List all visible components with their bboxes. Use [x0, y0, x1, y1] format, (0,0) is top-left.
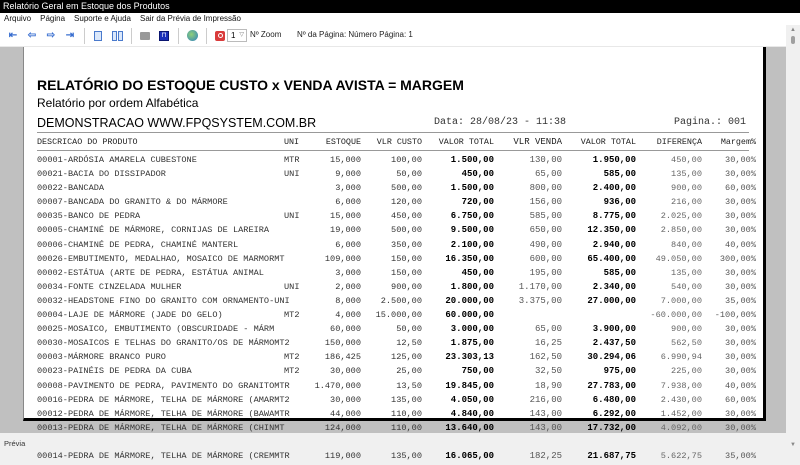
arrow-left-icon: ⇦ — [27, 30, 37, 41]
table-row — [24, 310, 763, 324]
cell-diferenca: 1.452,00 — [660, 408, 702, 419]
cell-desc: 00006-CHAMINÉ DE PEDRA, CHAMINÉ MANTERL — [37, 239, 239, 250]
cell-diferenca: -60.000,00 — [650, 310, 702, 321]
cell-desc: 00008-PAVIMENTO DE PEDRA, PAVIMENTO DO GRANITOMTR — [37, 380, 290, 391]
table-row — [24, 254, 763, 268]
cell-diferenca: 135,00 — [671, 267, 702, 278]
cell-uni: UNI — [284, 281, 300, 292]
cell-uni: UNI — [284, 169, 300, 180]
last-page-icon: ⇥ — [65, 30, 75, 41]
cell-estoque: 8,000 — [335, 295, 361, 306]
cell-desc: 00013-PEDRA DE MÁRMORE, TELHA DE MÁRMORE (CHINMT — [37, 422, 285, 433]
cell-estoque: 3,000 — [335, 183, 361, 194]
cell-vlr-custo: 500,00 — [391, 225, 422, 236]
cell-margem: 30,00% — [725, 211, 756, 222]
zoom-select[interactable] — [227, 29, 247, 42]
cell-margem: 30,00% — [725, 169, 756, 180]
print-button[interactable] — [136, 28, 154, 44]
cell-margem: 40,00% — [725, 380, 756, 391]
cell-margem: 30,00% — [725, 338, 756, 349]
table-header — [24, 137, 763, 149]
cell-vlr-custo: 150,00 — [391, 267, 422, 278]
cell-vlr-venda: 18,90 — [534, 380, 562, 391]
cell-vlr-custo: 100,00 — [391, 155, 422, 165]
cell-valor-total-venda: 585,00 — [603, 267, 636, 278]
cell-valor-total-venda: 2.437,50 — [592, 338, 636, 349]
cell-uni: MT2 — [284, 352, 300, 363]
cell-vlr-custo: 50,00 — [396, 169, 422, 180]
col-estoque: ESTOQUE — [325, 137, 361, 147]
cell-vlr-venda: 65,00 — [534, 169, 562, 180]
cell-desc: 00023-PAINÉIS DE PEDRA DA CUBA — [37, 366, 192, 377]
cell-valor-total-custo: 60.000,00 — [445, 310, 494, 321]
cell-margem: 60,00% — [725, 183, 756, 194]
cell-vlr-custo: 150,00 — [391, 253, 422, 264]
cell-vlr-custo: 25,00 — [396, 366, 422, 377]
cell-vlr-venda: 490,00 — [529, 239, 562, 250]
menu-pagina[interactable]: Página — [40, 14, 66, 23]
cell-diferenca: 7.000,00 — [660, 295, 702, 306]
cell-vlr-venda: 16,25 — [534, 338, 562, 349]
col-valor-total-venda: VALOR TOTAL — [580, 137, 636, 147]
cell-margem: 35,00% — [725, 295, 756, 306]
cell-vlr-custo: 2.500,00 — [380, 295, 422, 306]
cell-vlr-venda: 156,00 — [529, 197, 562, 208]
cell-estoque: 109,000 — [324, 253, 361, 264]
cell-valor-total-venda: 65.400,00 — [587, 253, 636, 264]
cell-diferenca: 5.622,75 — [660, 450, 702, 461]
cell-uni: MT2 — [284, 366, 300, 377]
cell-vlr-venda: 585,00 — [529, 211, 562, 222]
cell-valor-total-venda: 6.292,00 — [592, 408, 636, 419]
report-page — [23, 47, 766, 461]
table-row — [24, 282, 763, 296]
table-row — [24, 338, 763, 352]
col-margem: Margem% — [720, 137, 756, 147]
cell-estoque: 1.470,000 — [314, 380, 361, 391]
previous-page-button[interactable] — [23, 28, 41, 44]
cell-estoque: 2,000 — [335, 281, 361, 292]
table-row — [24, 296, 763, 310]
cell-diferenca: 840,00 — [671, 239, 702, 250]
cell-vlr-venda: 195,00 — [529, 267, 562, 278]
cell-desc: 00007-BANCADA DO GRANITO & DO MÁRMORE — [37, 197, 228, 208]
cell-vlr-custo: 50,00 — [396, 324, 422, 335]
cell-valor-total-custo: 1.875,00 — [450, 338, 494, 349]
cell-desc: 00014-PEDRA DE MÁRMORE, TELHA DE MÁRMORE (CREMMTR — [37, 450, 290, 461]
cell-margem: 40,00% — [725, 239, 756, 250]
cell-estoque: 6,000 — [335, 197, 361, 208]
cell-diferenca: 135,00 — [671, 169, 702, 180]
cell-estoque: 186,425 — [324, 352, 361, 363]
menu-suporte[interactable]: Suporte e Ajuda — [74, 14, 131, 23]
cell-vlr-custo: 125,00 — [391, 352, 422, 363]
cell-valor-total-venda: 3.900,00 — [592, 324, 636, 335]
cell-valor-total-custo: 3.000,00 — [450, 324, 494, 335]
cell-valor-total-venda: 2.340,00 — [592, 281, 636, 292]
toolbar-separator — [178, 28, 179, 44]
window-title: Relatório Geral em Estoque dos Produtos — [0, 0, 800, 13]
cell-valor-total-custo: 20.000,00 — [445, 295, 494, 306]
cell-desc: 00001-ARDÓSIA AMARELA CUBESTONE — [37, 155, 197, 165]
cell-vlr-venda: 800,00 — [529, 183, 562, 194]
cell-valor-total-venda: 1.950,00 — [592, 155, 636, 165]
table-row — [24, 268, 763, 282]
cell-margem: 30,00% — [725, 155, 756, 165]
cell-valor-total-venda: 27.783,00 — [587, 380, 636, 391]
table-row — [24, 423, 763, 437]
cell-vlr-venda: 32,50 — [534, 366, 562, 377]
cell-margem: 60,00% — [725, 394, 756, 405]
cell-valor-total-custo: 1.500,00 — [450, 183, 494, 194]
report-page-number: Pagina.: 001 — [673, 117, 746, 128]
cell-desc: 00005-CHAMINÉ DE MÁRMORE, CORNIJAS DE LAREIRA — [37, 225, 270, 236]
cell-desc: 00034-FONTE CINZELADA MULHER — [37, 281, 182, 292]
cell-diferenca: 225,00 — [671, 366, 702, 377]
export-button[interactable] — [155, 28, 173, 44]
status-bar: Prévia — [0, 437, 786, 450]
cell-valor-total-venda: 585,00 — [603, 169, 636, 180]
cell-vlr-custo: 120,00 — [391, 197, 422, 208]
cell-estoque: 9,000 — [335, 169, 361, 180]
export-icon: ⊓ — [159, 31, 169, 41]
cell-desc: 00016-PEDRA DE MÁRMORE, TELHA DE MÁRMORE (AMARMT2 — [37, 394, 290, 405]
cell-valor-total-venda: 21.687,75 — [587, 450, 636, 461]
cell-desc: 00022-BANCADA — [37, 183, 105, 194]
globe-icon — [187, 30, 198, 41]
table-row — [24, 324, 763, 338]
cell-margem: 30,00% — [725, 352, 756, 363]
col-diferenca: DIFERENÇA — [656, 137, 702, 147]
cell-margem: 30,00% — [725, 422, 756, 433]
cell-uni: UNI — [284, 211, 300, 222]
cell-valor-total-custo: 23.303,13 — [445, 352, 494, 363]
table-row — [24, 197, 763, 211]
cell-vlr-venda: 216,00 — [529, 394, 562, 405]
cell-estoque: 30,000 — [330, 366, 361, 377]
table-row — [24, 366, 763, 380]
scroll-thumb[interactable] — [791, 36, 795, 44]
cell-valor-total-venda: 8.775,00 — [592, 211, 636, 222]
cell-valor-total-custo: 13.640,00 — [445, 422, 494, 433]
toolbar — [0, 25, 800, 47]
cell-uni: MTR — [284, 155, 300, 165]
page-icon — [94, 31, 102, 41]
report-company: DEMONSTRACAO WWW.FPQSYSTEM.COM.BR — [37, 116, 317, 130]
cell-diferenca: 6.990,94 — [660, 352, 702, 363]
cell-desc: 00032-HEADSTONE FINO DO GRANITO COM ORNAMENTO-UNI — [37, 295, 290, 306]
col-desc: DESCRICAO DO PRODUTO — [37, 137, 138, 147]
cell-estoque: 124,000 — [324, 422, 361, 433]
cell-desc: 00004-LAJE DE MÁRMORE (JADE DO GELO) — [37, 310, 223, 321]
table-row — [24, 169, 763, 183]
col-uni: UNI — [284, 137, 300, 147]
zoom-label: Nº Zoom — [250, 30, 282, 39]
printer-icon — [140, 32, 150, 40]
cell-estoque: 30,000 — [330, 394, 361, 405]
divider — [37, 150, 749, 151]
vertical-scrollbar[interactable] — [786, 25, 800, 450]
cell-vlr-custo: 15.000,00 — [375, 310, 422, 321]
cell-estoque: 15,000 — [330, 155, 361, 165]
cell-estoque: 15,000 — [330, 211, 361, 222]
page-number-label: Nº da Página: Número Página: 1 — [297, 30, 413, 39]
col-valor-total-custo: VALOR TOTAL — [438, 137, 494, 147]
cell-diferenca: 2.850,00 — [660, 225, 702, 236]
first-page-icon: ⇤ — [8, 30, 18, 41]
cell-diferenca: 216,00 — [671, 197, 702, 208]
cell-estoque: 19,000 — [330, 225, 361, 236]
two-pages-icon — [112, 31, 123, 41]
power-icon — [215, 31, 225, 41]
table-row — [24, 409, 763, 423]
cell-desc: 00026-EMBUTIMENTO, MEDALHAO, MOSAICO DE MARMORMT — [37, 253, 285, 264]
cell-vlr-custo: 135,00 — [391, 394, 422, 405]
cell-vlr-venda: 650,00 — [529, 225, 562, 236]
cell-valor-total-venda: 975,00 — [603, 366, 636, 377]
cell-valor-total-venda: 12.350,00 — [587, 225, 636, 236]
table-body — [24, 155, 763, 465]
cell-vlr-venda: 1.170,00 — [518, 281, 562, 292]
cell-valor-total-venda: 2.400,00 — [592, 183, 636, 194]
table-row — [24, 240, 763, 254]
table-row — [24, 451, 763, 465]
cell-vlr-venda: 143,00 — [529, 408, 562, 419]
cell-diferenca: 450,00 — [671, 155, 702, 165]
last-page-button[interactable] — [61, 28, 79, 44]
cell-diferenca: 7.938,00 — [660, 380, 702, 391]
cell-margem: 30,00% — [725, 197, 756, 208]
cell-margem: 30,00% — [725, 225, 756, 236]
cell-diferenca: 4.092,00 — [660, 422, 702, 433]
cell-uni: MT2 — [284, 310, 300, 321]
cell-margem: 30,00% — [725, 324, 756, 335]
cell-vlr-custo: 450,00 — [391, 211, 422, 222]
cell-margem: 30,00% — [725, 281, 756, 292]
cell-vlr-venda: 130,00 — [529, 155, 562, 165]
cell-margem: 30,00% — [725, 408, 756, 419]
menu-arquivo[interactable]: Arquivo — [4, 14, 32, 23]
cell-desc: 00012-PEDRA DE MÁRMORE, TELHA DE MÁRMORE (BAWAMTR — [37, 408, 290, 419]
cell-valor-total-venda: 6.480,00 — [592, 394, 636, 405]
table-row — [24, 183, 763, 197]
chevron-down-icon: ▽ — [239, 32, 244, 38]
next-page-button[interactable] — [42, 28, 60, 44]
cell-vlr-venda: 182,25 — [529, 450, 562, 461]
cell-valor-total-custo: 1.500,00 — [450, 155, 494, 165]
cell-vlr-custo: 12,50 — [396, 338, 422, 349]
cell-margem: -100,00% — [714, 310, 756, 321]
first-page-button[interactable] — [4, 28, 22, 44]
cell-diferenca: 540,00 — [671, 281, 702, 292]
toolbar-separator — [131, 28, 132, 44]
cell-valor-total-custo: 4.050,00 — [450, 394, 494, 405]
cell-estoque: 6,000 — [335, 239, 361, 250]
cell-margem: 300,00% — [719, 253, 756, 264]
table-row — [24, 155, 763, 169]
col-vlr-venda: VLR VENDA — [513, 137, 562, 147]
cell-estoque: 119,000 — [324, 450, 361, 461]
cell-valor-total-custo: 750,00 — [461, 366, 494, 377]
cell-desc: 00002-ESTÁTUA (ARTE DE PEDRA, ESTÁTUA ANIMAL — [37, 267, 264, 278]
cell-desc: 00025-MOSAICO, EMBUTIMENTO (OBSCURIDADE - MÁRM — [37, 324, 275, 335]
table-row — [24, 395, 763, 409]
cell-valor-total-venda: 30.294,06 — [587, 352, 636, 363]
menu-sair-previa[interactable]: Sair da Prévia de Impressão — [139, 14, 241, 23]
toolbar-separator — [84, 28, 85, 44]
cell-estoque: 150,000 — [324, 338, 361, 349]
cell-vlr-custo: 110,00 — [391, 408, 422, 419]
cell-desc: 00035-BANCO DE PEDRA — [37, 211, 141, 222]
cell-diferenca: 900,00 — [671, 183, 702, 194]
cell-vlr-custo: 500,00 — [391, 183, 422, 194]
cell-estoque: 4,000 — [335, 310, 361, 321]
cell-valor-total-custo: 19.845,00 — [445, 380, 494, 391]
cell-valor-total-custo: 16.065,00 — [445, 450, 494, 461]
cell-valor-total-custo: 6.750,00 — [450, 211, 494, 222]
cell-diferenca: 2.430,00 — [660, 394, 702, 405]
cell-valor-total-venda: 27.000,00 — [587, 295, 636, 306]
report-title: RELATÓRIO DO ESTOQUE CUSTO x VENDA AVISTA = MARGEM — [37, 77, 464, 93]
table-row — [24, 381, 763, 395]
cell-vlr-venda: 65,00 — [534, 324, 562, 335]
divider — [37, 132, 749, 133]
cell-diferenca: 562,50 — [671, 338, 702, 349]
cell-valor-total-custo: 2.100,00 — [450, 239, 494, 250]
cell-desc: 00030-MOSAICOS E TELHAS DO GRANITO/OS DE MÁRMOMT2 — [37, 338, 290, 349]
cell-estoque: 44,000 — [330, 408, 361, 419]
cell-vlr-venda: 600,00 — [529, 253, 562, 264]
cell-valor-total-custo: 16.350,00 — [445, 253, 494, 264]
toolbar-separator — [206, 28, 207, 44]
cell-margem: 30,00% — [725, 366, 756, 377]
cell-diferenca: 2.025,00 — [660, 211, 702, 222]
cell-valor-total-custo: 1.800,00 — [450, 281, 494, 292]
table-row — [24, 211, 763, 225]
cell-valor-total-venda: 936,00 — [603, 197, 636, 208]
web-button[interactable] — [183, 28, 201, 44]
cell-diferenca: 900,00 — [671, 324, 702, 335]
cell-valor-total-custo: 450,00 — [461, 169, 494, 180]
single-page-button[interactable] — [89, 28, 107, 44]
cell-vlr-venda: 143,00 — [529, 422, 562, 433]
arrow-right-icon: ⇨ — [46, 30, 56, 41]
table-row — [24, 352, 763, 366]
cell-desc: 00003-MÁRMORE BRANCO PURO — [37, 352, 166, 363]
cell-vlr-venda: 3.375,00 — [518, 295, 562, 306]
two-pages-button[interactable] — [108, 28, 126, 44]
cell-vlr-custo: 900,00 — [391, 281, 422, 292]
cell-vlr-custo: 13,50 — [396, 380, 422, 391]
cell-vlr-custo: 350,00 — [391, 239, 422, 250]
col-vlr-custo: VLR CUSTO — [376, 137, 422, 147]
cell-estoque: 3,000 — [335, 267, 361, 278]
menu-bar — [0, 13, 800, 25]
cell-valor-total-venda: 2.940,00 — [592, 239, 636, 250]
cell-valor-total-venda: 17.732,00 — [587, 422, 636, 433]
cell-margem: 35,00% — [725, 450, 756, 461]
cell-diferenca: 49.050,00 — [655, 253, 702, 264]
table-row — [24, 225, 763, 239]
cell-margem: 30,00% — [725, 267, 756, 278]
cell-valor-total-custo: 450,00 — [461, 267, 494, 278]
report-date: Data: 28/08/23 - 11:38 — [434, 117, 567, 128]
report-subtitle: Relatório por ordem Alfabética — [37, 96, 199, 110]
cell-estoque: 60,000 — [330, 324, 361, 335]
scroll-down-icon[interactable]: ▼ — [790, 442, 796, 448]
cell-vlr-custo: 135,00 — [391, 450, 422, 461]
cell-valor-total-custo: 4.840,00 — [450, 408, 494, 419]
cell-vlr-custo: 110,00 — [391, 422, 422, 433]
cell-vlr-venda: 162,50 — [529, 352, 562, 363]
zoom-value: 1 — [231, 31, 236, 40]
cell-desc: 00021-BACIA DO DISSIPADOR — [37, 169, 166, 180]
cell-valor-total-custo: 9.500,00 — [450, 225, 494, 236]
cell-valor-total-custo: 720,00 — [461, 197, 494, 208]
scroll-up-icon[interactable]: ▲ — [790, 27, 796, 33]
